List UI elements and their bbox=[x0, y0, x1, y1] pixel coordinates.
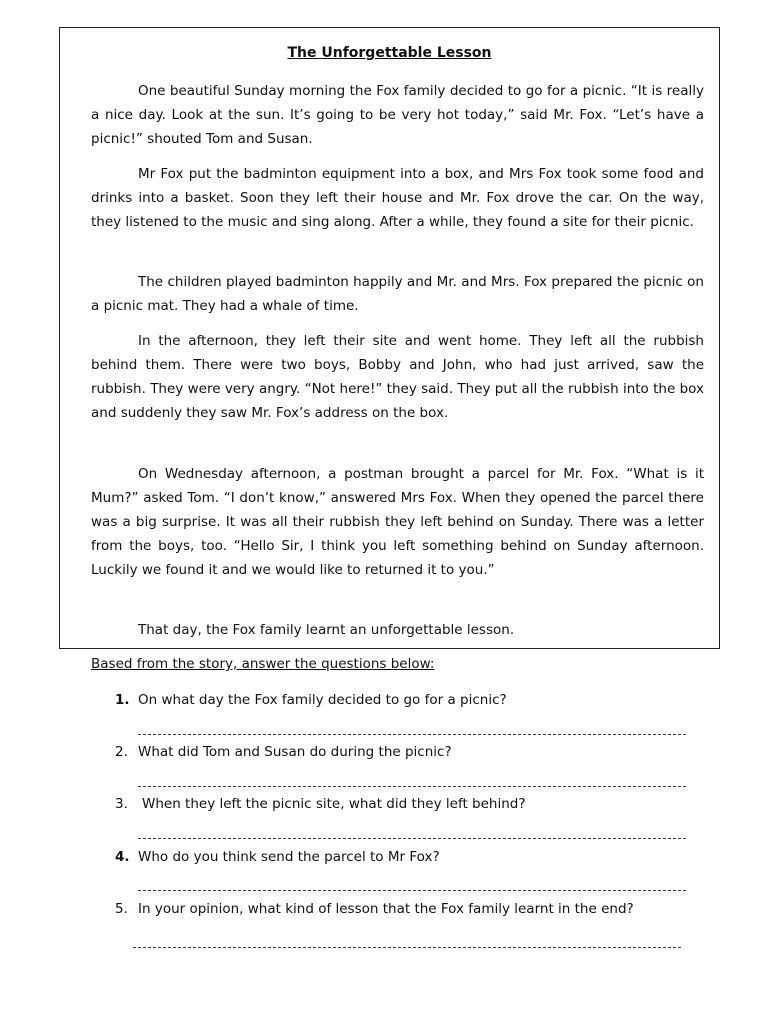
story-paragraph-2: Mr Fox put the badminton equipment into a box, and Mrs Fox took some food and drinks into a basket. Soon they left their house and Mr. Fox drove the car. On the way, they listened to the music and sing along. After a while, they found a site for their picnic. bbox=[91, 166, 704, 230]
story-box bbox=[59, 27, 720, 649]
story-paragraph-6: That day, the Fox family learnt an unforgettable lesson. bbox=[138, 622, 515, 638]
question-number: 3. bbox=[115, 796, 128, 812]
answer-line-5[interactable] bbox=[133, 947, 681, 948]
question-text: Who do you think send the parcel to Mr Fox? bbox=[138, 849, 440, 865]
questions-heading: Based from the story, answer the questions below: bbox=[91, 656, 435, 672]
question-text: When they left the picnic site, what did they left behind? bbox=[142, 796, 526, 812]
question-text: On what day the Fox family decided to go for a picnic? bbox=[138, 692, 507, 708]
answer-line-3[interactable] bbox=[138, 838, 686, 839]
story-paragraph-5: On Wednesday afternoon, a postman brought a parcel for Mr. Fox. “What is it Mum?” asked Tom. “I don’t know,” answered Mrs Fox. When they opened the parcel there was a big surprise. It was all their rubbish they left behind on Sunday. There was a letter from the boys, too. “Hello Sir, I think you left something behind on Sunday afternoon. Luckily we found it and we would like to returned it to you.” bbox=[91, 466, 704, 578]
answer-line-1[interactable] bbox=[138, 734, 686, 735]
question-number: 5. bbox=[115, 901, 128, 917]
question-number: 1. bbox=[115, 692, 130, 708]
story-paragraph-1: One beautiful Sunday morning the Fox family decided to go for a picnic. “It is really a nice day. Look at the sun. It’s going to be very hot today,” said Mr. Fox. “Let’s have a picnic!” shouted Tom and Susan. bbox=[91, 83, 704, 147]
story-paragraph-3: The children played badminton happily and Mr. and Mrs. Fox prepared the picnic on a picnic mat. They had a whale of time. bbox=[91, 274, 704, 314]
question-number: 2. bbox=[115, 744, 128, 760]
question-text: What did Tom and Susan do during the picnic? bbox=[138, 744, 452, 760]
answer-line-4[interactable] bbox=[138, 890, 686, 891]
question-text: In your opinion, what kind of lesson that the Fox family learnt in the end? bbox=[138, 901, 634, 917]
question-number: 4. bbox=[115, 849, 130, 865]
answer-line-2[interactable] bbox=[138, 786, 686, 787]
story-paragraph-4: In the afternoon, they left their site and went home. They left all the rubbish behind them. There were two boys, Bobby and John, who had just arrived, saw the rubbish. They were very angry. “Not here!” they said. They put all the rubbish into the box and suddenly they saw Mr. Fox’s address on the box. bbox=[91, 333, 704, 421]
story-title: The Unforgettable Lesson bbox=[287, 45, 492, 61]
